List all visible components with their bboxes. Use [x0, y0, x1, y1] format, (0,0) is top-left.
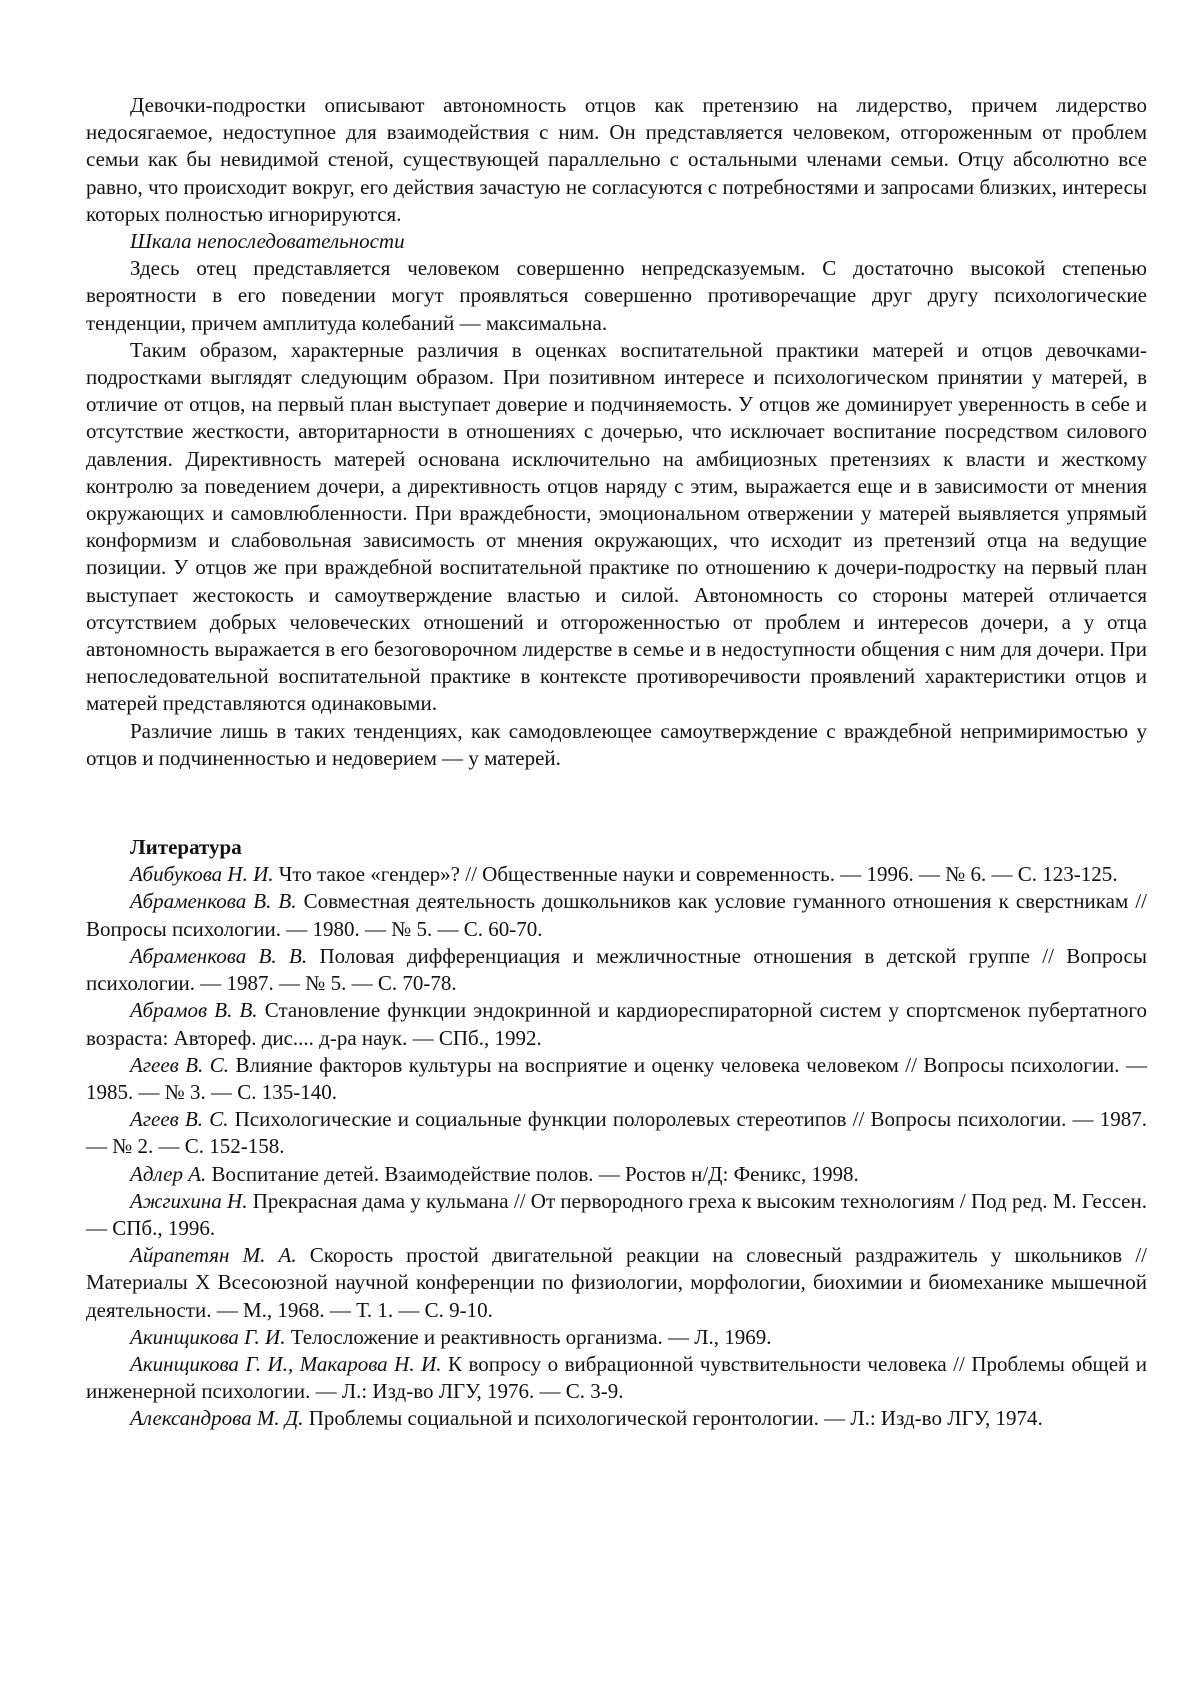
reference-author: Акинщикова Г. И., Макарова Н. И. — [130, 1352, 442, 1376]
reference-text: Что такое «гендер»? // Общественные науки и современность. — 1996. — № 6. — С. 123-125. — [274, 862, 1118, 886]
document-page — [86, 92, 1147, 1433]
section-gap — [86, 772, 1147, 834]
reference-text: Становление функции эндокринной и кардиореспираторной систем у спортсменок пубертатного возраста: Автореф. дис.... д-ра наук. — СПб., 1992. — [86, 998, 1147, 1049]
reference-item — [86, 1161, 1147, 1188]
reference-text: Телосложение и реактивность организма. — Л., 1969. — [285, 1325, 771, 1349]
reference-item — [86, 1052, 1147, 1106]
reference-text: К вопросу о вибрационной чувствительности человека // Проблемы общей и инженерной психологии. — Л.: Изд-во ЛГУ, 1976. — С. 3-9. — [86, 1352, 1147, 1403]
body-paragraph: Таким образом, характерные различия в оценках воспитательной практики матерей и отцов девочками-подростками выглядят следующим образом. При позитивном интересе и психологическом принятии у матерей, в отличие от отцов, на первый план выступает доверие и подчиняемость. У отцов же доминирует уверенность в себе и отсутствие жесткости, авторитарности в отношениях с дочерью, что исключает воспитание посредством силового давления. Директивность матерей основана исключительно на амбициозных претензиях к власти и жесткому контролю за поведением дочери, а директивность отцов наряду с этим, выражается еще и в зависимости от мнения окружающих и самовлюбленности. При враждебности, эмоциональном отвержении у матерей выявляется упрямый конформизм и слабовольная зависимость от мнения окружающих, что исходит из претензий отца на ведущие позиции. У отцов же при враждебной воспитательной практике по отношению к дочери-подростку на первый план выступает жестокость и самоутверждение властью и силой. Автономность со стороны матерей отличается отсутствием добрых человеческих отношений и отгороженностью от проблем и интересов дочери, а у отца автономность выражается в его безоговорочном лидерстве в семье и в недоступности общения с ним для дочери. При непоследовательной воспитательной практике в контексте противоречивости проявлений характеристики отцов и матерей представляются одинаковыми. — [86, 337, 1147, 718]
reference-text: Психологические и социальные функции полоролевых стереотипов // Вопросы психологии. — 1987. — № 2. — С. 152-158. — [86, 1107, 1147, 1158]
reference-author: Адлер А. — [130, 1162, 206, 1186]
reference-item — [86, 1106, 1147, 1160]
reference-item — [86, 1242, 1147, 1324]
reference-item — [86, 943, 1147, 997]
reference-item — [86, 888, 1147, 942]
reference-text: Совместная деятельность дошкольников как условие гуманного отношения к сверстникам // Вопросы психологии. — 1980. — № 5. — С. 60-70. — [86, 889, 1147, 940]
reference-item — [86, 1351, 1147, 1405]
reference-item — [86, 1405, 1147, 1432]
body-paragraph: Девочки-подростки описывают автономность отцов как претензию на лидерство, причем лидерство недосягаемое, недоступное для взаимодействия с ним. Он представляется человеком, отгороженным от проблем семьи как бы невидимой стеной, существующей параллельно с остальными членами семьи. Отцу абсолютно все равно, что происходит вокруг, его действия зачастую не согласуются с потребностями и запросами близких, интересы которых полностью игнорируются. — [86, 92, 1147, 228]
reference-text: Проблемы социальной и психологической геронтологии. — Л.: Изд-во ЛГУ, 1974. — [304, 1406, 1043, 1430]
reference-item — [86, 1324, 1147, 1351]
references-title: Литература — [86, 834, 1147, 861]
reference-item — [86, 1188, 1147, 1242]
reference-item — [86, 861, 1147, 888]
reference-text: Скорость простой двигательной реакции на словесный раздражитель у школьников // Материалы X Всесоюзной научной конференции по физиологии, морфологии, биохимии и биомеханике мышечной деятельности. — М., 1968. — Т. 1. — С. 9-10. — [86, 1243, 1147, 1321]
reference-author: Агеев В. С. — [130, 1107, 228, 1131]
reference-author: Абраменкова В. В. — [130, 944, 307, 968]
reference-author: Агеев В. С. — [130, 1053, 229, 1077]
reference-author: Абраменкова В. В. — [130, 889, 297, 913]
reference-text: Влияние факторов культуры на восприятие и оценку человека человеком // Вопросы психологии. — 1985. — № 3. — С. 135-140. — [86, 1053, 1147, 1104]
reference-author: Акинщикова Г. И. — [130, 1325, 285, 1349]
reference-author: Ажгихина Н. — [130, 1189, 247, 1213]
reference-text: Воспитание детей. Взаимодействие полов. — Ростов н/Д: Феникс, 1998. — [206, 1162, 858, 1186]
reference-text: Прекрасная дама у кульмана // От первородного греха к высоким технологиям / Под ред. М. Гессен. — СПб., 1996. — [86, 1189, 1147, 1240]
reference-author: Абрамов В. В. — [130, 998, 258, 1022]
reference-text: Половая дифференциация и межличностные отношения в детской группе // Вопросы психологии. — 1987. — № 5. — С. 70-78. — [86, 944, 1147, 995]
references-list — [86, 861, 1147, 1432]
reference-author: Айрапетян М. А. — [130, 1243, 297, 1267]
reference-author: Александрова М. Д. — [130, 1406, 304, 1430]
body-paragraph: Здесь отец представляется человеком совершенно непредсказуемым. С достаточно высокой степенью вероятности в его поведении могут проявляться совершенно противоречащие друг другу психологические тенденции, причем амплитуда колебаний — максимальна. — [86, 255, 1147, 337]
reference-author: Абибукова Н. И. — [130, 862, 274, 886]
reference-item — [86, 997, 1147, 1051]
scale-subheading: Шкала непоследовательности — [86, 228, 1147, 255]
body-paragraph: Различие лишь в таких тенденциях, как самодовлеющее самоутверждение с враждебной непримиримостью у отцов и подчиненностью и недоверием — у матерей. — [86, 718, 1147, 772]
